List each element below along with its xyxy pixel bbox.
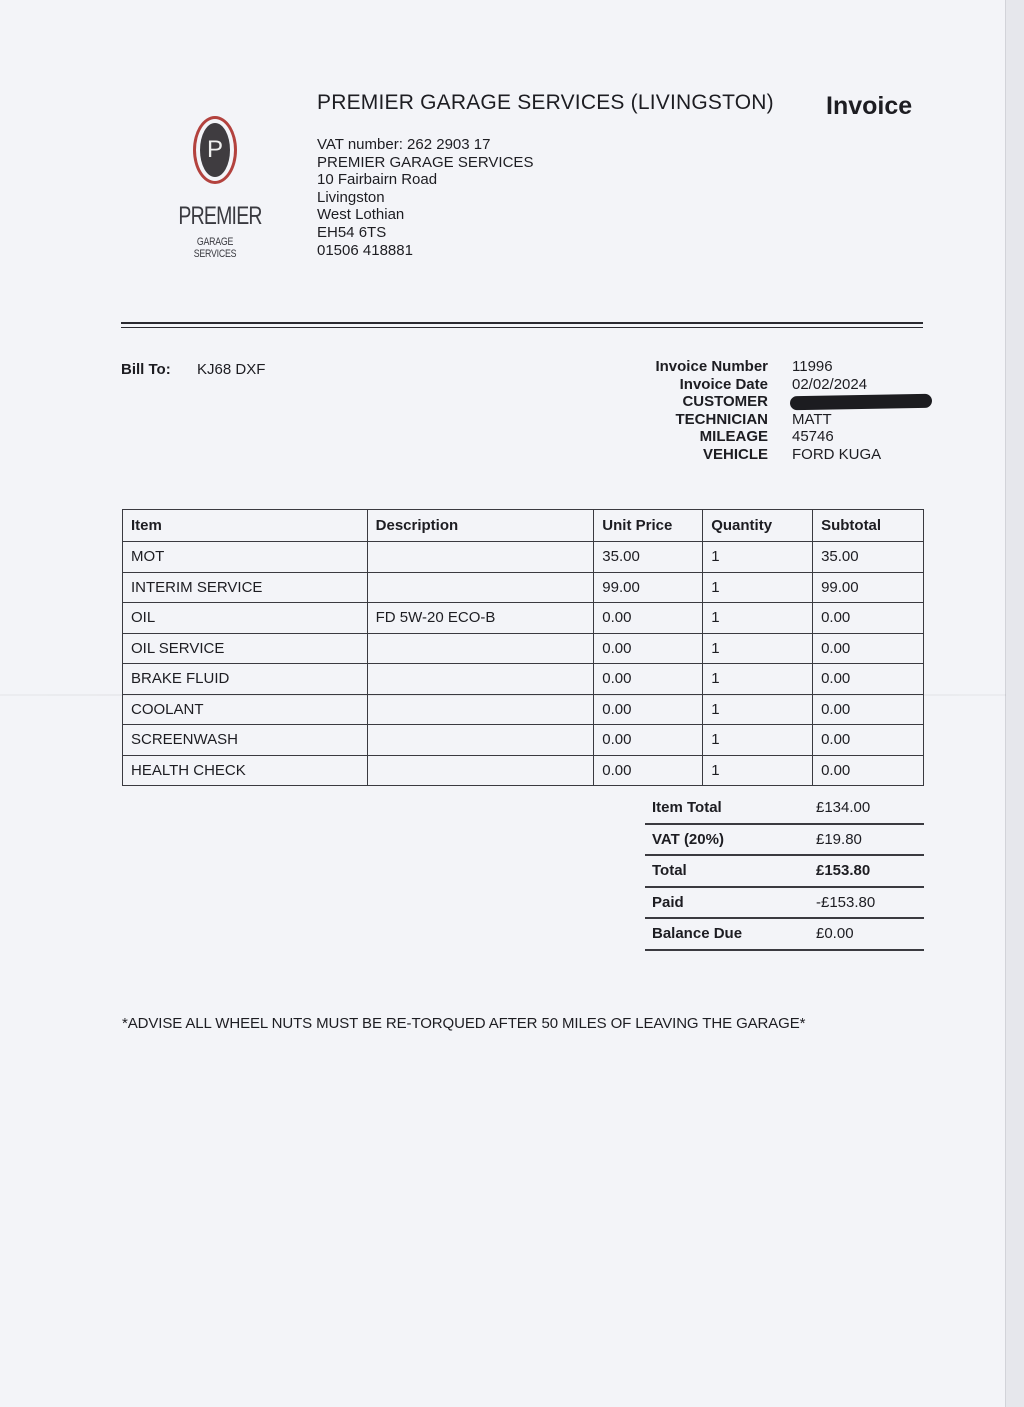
unit-price: 35.00 [594,542,703,573]
subtotal: 0.00 [813,725,924,756]
meta-row [600,358,920,376]
column-header: Description [367,510,594,542]
quantity: 1 [703,603,813,634]
subtotal: 0.00 [813,755,924,786]
item-total-value: £134.00 [809,793,924,824]
meta-label: MILEAGE [699,428,768,446]
subtotal: 99.00 [813,572,924,603]
paid-value: -£153.80 [809,887,924,919]
subtotal: 0.00 [813,633,924,664]
quantity: 1 [703,755,813,786]
address-line: West Lothian [317,206,405,224]
vat-value: £19.80 [809,824,924,856]
unit-price: 0.00 [594,725,703,756]
header-divider [121,327,923,328]
totals-label: VAT (20%) [645,824,809,856]
table-row [123,603,924,634]
item-name: OIL [123,603,368,634]
logo-word: PREMIER [178,202,262,230]
item-description [367,755,594,786]
company-name: PREMIER GARAGE SERVICES (LIVINGSTON) [317,91,774,114]
meta-row [600,376,920,394]
item-description [367,725,594,756]
document-title: Invoice [826,92,913,120]
vehicle: FORD KUGA [792,445,882,463]
subtotal: 0.00 [813,664,924,695]
company-address [317,136,533,259]
totals-row [645,793,924,824]
item-name: COOLANT [123,694,368,725]
table-row [123,542,924,573]
logo-subtitle: GARAGE SERVICES [193,236,237,260]
column-header: Subtotal [813,510,924,542]
table-row [123,725,924,756]
meta-label: Invoice Number [655,358,768,375]
item-description [367,542,594,573]
total-value: £153.80 [809,855,924,887]
item-description: FD 5W-20 ECO-B [367,603,594,634]
address-line: PREMIER GARAGE SERVICES [317,153,534,171]
quantity: 1 [703,542,813,573]
unit-price: 0.00 [594,694,703,725]
bill-to-label: Bill To: [121,361,171,378]
item-description [367,664,594,695]
bill-to-value: KJ68 DXF [197,361,266,378]
table-header-row [123,510,924,542]
postcode: EH54 6TS [317,223,387,241]
totals-label: Balance Due [645,918,809,950]
table-row [123,694,924,725]
quantity: 1 [703,725,813,756]
item-name: HEALTH CHECK [123,755,368,786]
vat-number: VAT number: 262 2903 17 [317,136,491,153]
logo-letter: P [200,123,230,177]
meta-row [600,446,920,464]
column-header: Item [123,510,368,542]
item-description [367,694,594,725]
totals-label: Paid [645,887,809,919]
technician-name: MATT [792,410,832,428]
invoice-number: 11996 [792,358,833,375]
quantity: 1 [703,633,813,664]
totals-row [645,887,924,919]
company-logo [168,112,262,262]
item-name: OIL SERVICE [123,633,368,664]
item-name: BRAKE FLUID [123,664,368,695]
phone-number: 01506 418881 [317,241,413,259]
unit-price: 0.00 [594,633,703,664]
item-name: INTERIM SERVICE [123,572,368,603]
totals-label: Item Total [645,793,809,824]
table-row [123,664,924,695]
totals-label: Total [645,855,809,887]
quantity: 1 [703,694,813,725]
totals-row [645,918,924,950]
meta-row [600,428,920,446]
scan-edge [1005,0,1024,1407]
header-divider [121,322,923,324]
item-name: MOT [123,542,368,573]
meta-label: VEHICLE [702,445,768,463]
meta-label: TECHNICIAN [675,410,768,428]
unit-price: 0.00 [594,755,703,786]
quantity: 1 [703,664,813,695]
totals-row [645,855,924,887]
subtotal: 0.00 [813,603,924,634]
invoice-date: 02/02/2024 [792,375,868,393]
items-table [122,509,924,786]
mileage: 45746 [792,428,834,446]
address-line: 10 Fairbairn Road [317,171,438,189]
address-line: Livingston [317,188,385,206]
meta-row [600,411,920,429]
unit-price: 0.00 [594,664,703,695]
column-header: Quantity [703,510,813,542]
invoice-meta [600,358,920,464]
logo-emblem [193,116,237,184]
meta-label: Invoice Date [679,375,768,393]
table-row [123,572,924,603]
table-row [123,755,924,786]
item-description [367,572,594,603]
meta-row [600,393,920,411]
meta-label: CUSTOMER [682,393,768,411]
item-description [367,633,594,664]
quantity: 1 [703,572,813,603]
totals-table [645,793,924,951]
balance-due-value: £0.00 [809,918,924,950]
unit-price: 99.00 [594,572,703,603]
subtotal: 35.00 [813,542,924,573]
footer-note: *ADVISE ALL WHEEL NUTS MUST BE RE-TORQUED AFTER 50 MILES OF LEAVING THE GARAGE* [122,1015,806,1032]
redaction-mark [790,394,932,410]
table-row [123,633,924,664]
unit-price: 0.00 [594,603,703,634]
subtotal: 0.00 [813,694,924,725]
item-name: SCREENWASH [123,725,368,756]
column-header: Unit Price [594,510,703,542]
totals-row [645,824,924,856]
